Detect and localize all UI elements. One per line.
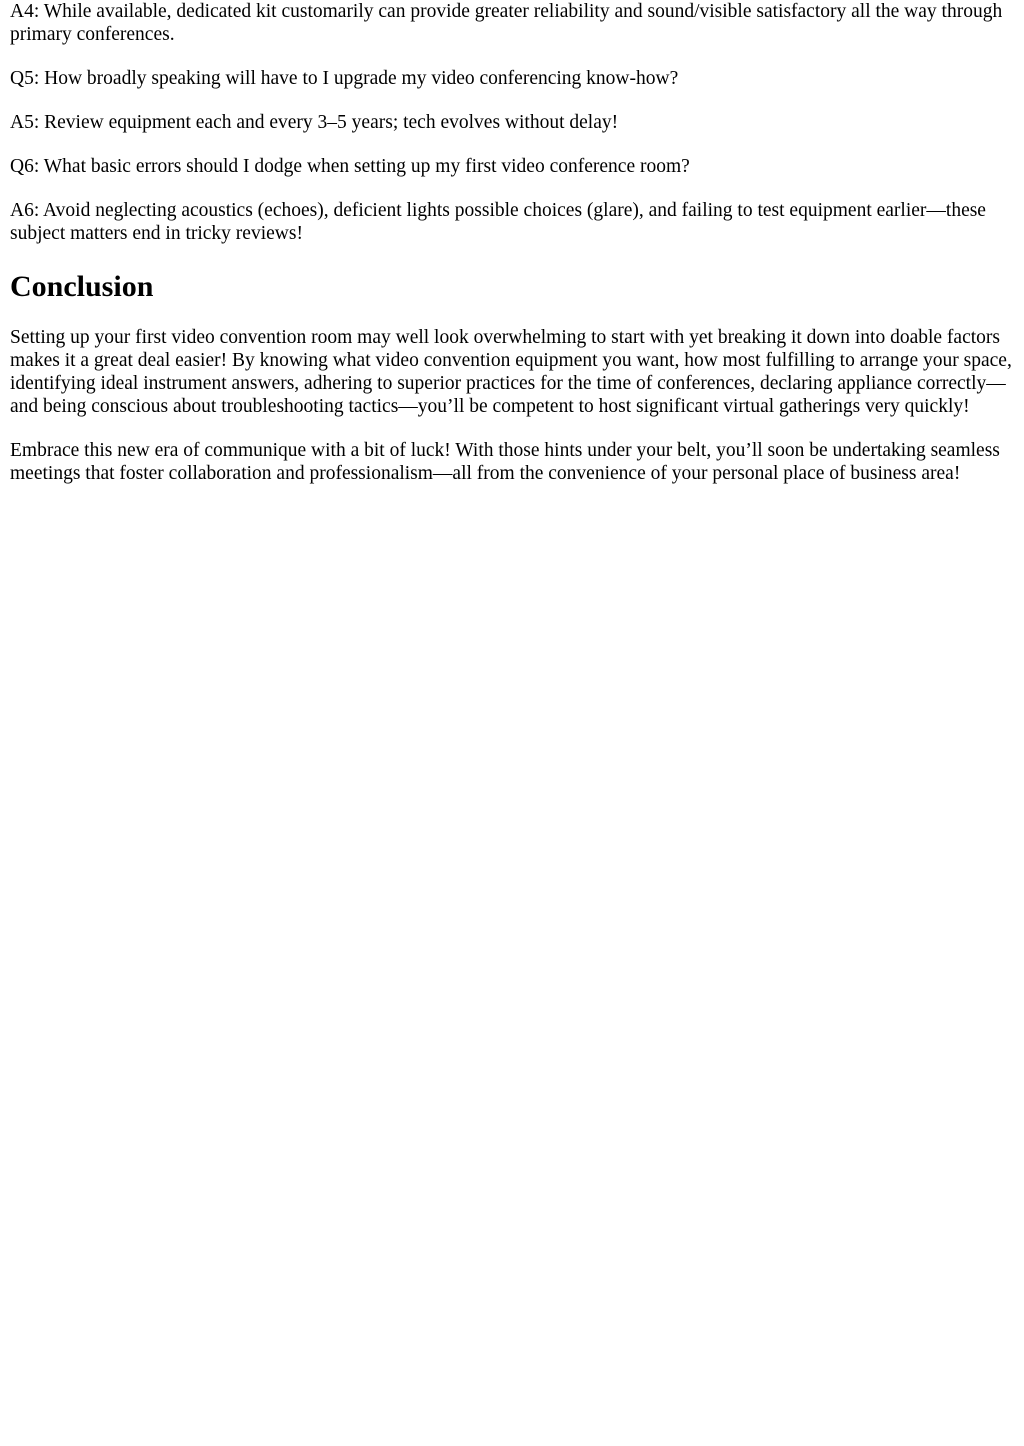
faq-question-6: Q6: What basic errors should I dodge when setting up my first video conference room? <box>10 156 690 177</box>
conclusion-paragraph: Embrace this new era of communique with a bit of luck! With those hints under your belt, you’ll soon be undertaking seamless meetings that foster collaboration and professionalism—all from the convenience of your personal place of business area! <box>10 440 1000 484</box>
faq-answer-4: A4: While available, dedicated kit customarily can provide greater reliability and sound/visible satisfactory all the way through primary conferences. <box>10 1 1003 45</box>
faq-section <box>10 0 1014 245</box>
conclusion-paragraph: Setting up your first video convention room may well look overwhelming to start with yet breaking it down into doable factors makes it a great deal easier! By knowing what video convention equipment you want, how most fulfilling to arrange your space, identifying ideal instrument answers, adhering to superior practices for the time of conferences, declaring appliance correctly—and being conscious about troubleshooting tactics—you’ll be competent to host significant virtual gatherings very quickly! <box>10 327 1012 417</box>
conclusion-section <box>10 270 1014 485</box>
faq-answer-6: A6: Avoid neglecting acoustics (echoes), deficient lights possible choices (glare), and failing to test equipment earlier—these subject matters end in tricky reviews! <box>10 200 986 244</box>
conclusion-heading: Conclusion <box>10 270 154 303</box>
faq-answer-5: A5: Review equipment each and every 3–5 years; tech evolves without delay! <box>10 112 619 133</box>
article-body <box>0 0 1024 485</box>
faq-question-5: Q5: How broadly speaking will have to I upgrade my video conferencing know-how? <box>10 68 679 89</box>
